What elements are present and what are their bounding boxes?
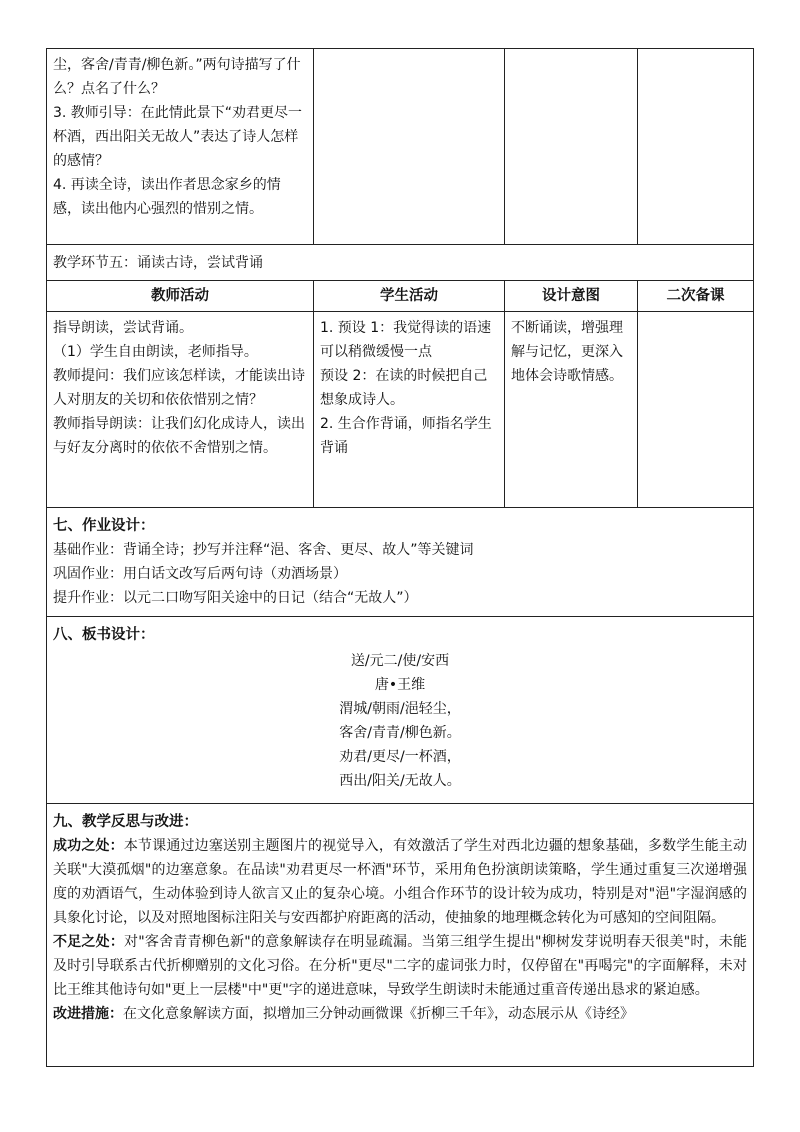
step5-teacher-cell [47,312,314,508]
step5-intent-cell [505,312,638,508]
teacher-line: （1）学生自由朗读，老师指导。 [53,344,258,360]
homework-row [47,508,754,617]
student-line: 2. 生合作背诵，师指名学生背诵 [320,416,492,456]
header-student-activity: 学生活动 [314,281,505,312]
design-intent-cell [505,49,638,245]
lesson-plan-table [46,48,754,1067]
lack-text: 对"客舍青青柳色新"的意象解读存在明显疏漏。当第三组学生提出"柳树发芽说明春天很美"时，未能及时引导联系古代折柳赠别的文化习俗。在分析"更尽"二字的虚词张力时，仅停留在"再喝完"的字面解释，未对比王维其他诗句如"更上一层楼"中"更"字的递进意味，导致学生朗读时未能通过重音传递出恳求的紧迫感。 [53,934,747,998]
board-line: 客舍/青青/柳色新。 [339,725,461,741]
teacher-line: 教师指导朗读：让我们幻化成诗人，读出与好友分离时的依依不舍惜别之情。 [53,416,305,456]
teacher-line: 4. 再读全诗，读出作者思念家乡的情感，读出他内心强烈的惜别之情。 [53,177,281,217]
board-line: 西出/阳关/无故人。 [339,773,461,789]
step5-title: 教学环节五：诵读古诗，尝试背诵 [47,245,754,281]
student-activity-cell [314,49,505,245]
teacher-activity-cell [47,49,314,245]
homework-line: 基础作业：背诵全诗；抄写并注释“浥、客舍、更尽、故人”等关键词 [53,542,474,558]
teacher-line: 尘，客舍/青青/柳色新。”两句诗描写了什么？点名了什么？ [53,57,301,97]
board-line: 渭城/朝雨/浥轻尘， [339,701,461,717]
step5-header-row [47,281,754,312]
reflection-lack [53,930,747,1002]
homework-title: 七、作业设计： [53,518,155,534]
homework-line: 提升作业：以元二口吻写阳关途中的日记（结合“无故人”） [53,590,418,606]
teacher-line: 指导朗读，尝试背诵。 [53,320,193,336]
board-line: 劝君/更尽/一杯酒， [339,749,461,765]
reflection-title: 九、教学反思与改进： [53,814,198,830]
board-title: 八、板书设计： [53,627,155,643]
improve-text: 在文化意象解读方面，拟增加三分钟动画微课《折柳三千年》，动态展示从《诗经》 [123,1006,634,1022]
intent-text: 不断诵读，增强理解与记忆，更深入地体会诗歌情感。 [511,320,623,384]
reflection-row [47,804,754,1067]
reflection-section [47,804,754,1067]
board-row [47,617,754,804]
step5-title-row [47,245,754,281]
board-section [47,617,754,804]
improve-label: 改进措施： [53,1006,123,1022]
teacher-line: 3. 教师引导：在此情此景下“劝君更尽一杯酒，西出阳关无故人”表达了诗人怎样的感情？ [53,105,303,169]
student-line: 1. 预设 1：我觉得读的语速可以稍微缓慢一点 [320,320,492,360]
board-line: 唐•王维 [374,677,426,693]
homework-section [47,508,754,617]
board-content [53,647,747,797]
teacher-line: 教师提问：我们应该怎样读，才能读出诗人对朋友的关切和依依惜别之情？ [53,368,305,408]
success-text: 本节课通过边塞送别主题图片的视觉导入，有效激活了学生对西北边疆的想象基础，多数学生能主动关联"大漠孤烟"的边塞意象。在品读"劝君更尽一杯酒"环节，采用角色扮演朗读策略，学生通过重复三次递增强度的劝酒语气，生动体验到诗人欲言又止的复杂心境。小组合作环节的设计较为成功，特别是对"浥"字湿润感的具象化讨论，以及对照地图标注阳关与安西都护府距离的活动，使抽象的地理概念转化为可感知的空间阻隔。 [53,838,748,926]
step5-content-row [47,312,754,508]
header-teacher-activity: 教师活动 [47,281,314,312]
lesson-plan-document [46,48,753,1067]
second-prep-cell [638,49,754,245]
step5-second-prep-cell [638,312,754,508]
continued-activity-row [47,49,754,245]
student-line: 预设 2：在读的时候把自己想象成诗人。 [320,368,488,408]
reflection-success [53,834,747,930]
lack-label: 不足之处： [53,934,125,950]
board-line: 送/元二/使/安西 [350,653,450,669]
step5-student-cell [314,312,505,508]
homework-line: 巩固作业：用白话文改写后两句诗（劝酒场景） [53,566,347,582]
header-design-intent: 设计意图 [505,281,638,312]
reflection-improve [53,1002,747,1026]
success-label: 成功之处： [53,838,124,854]
header-second-prep: 二次备课 [638,281,754,312]
